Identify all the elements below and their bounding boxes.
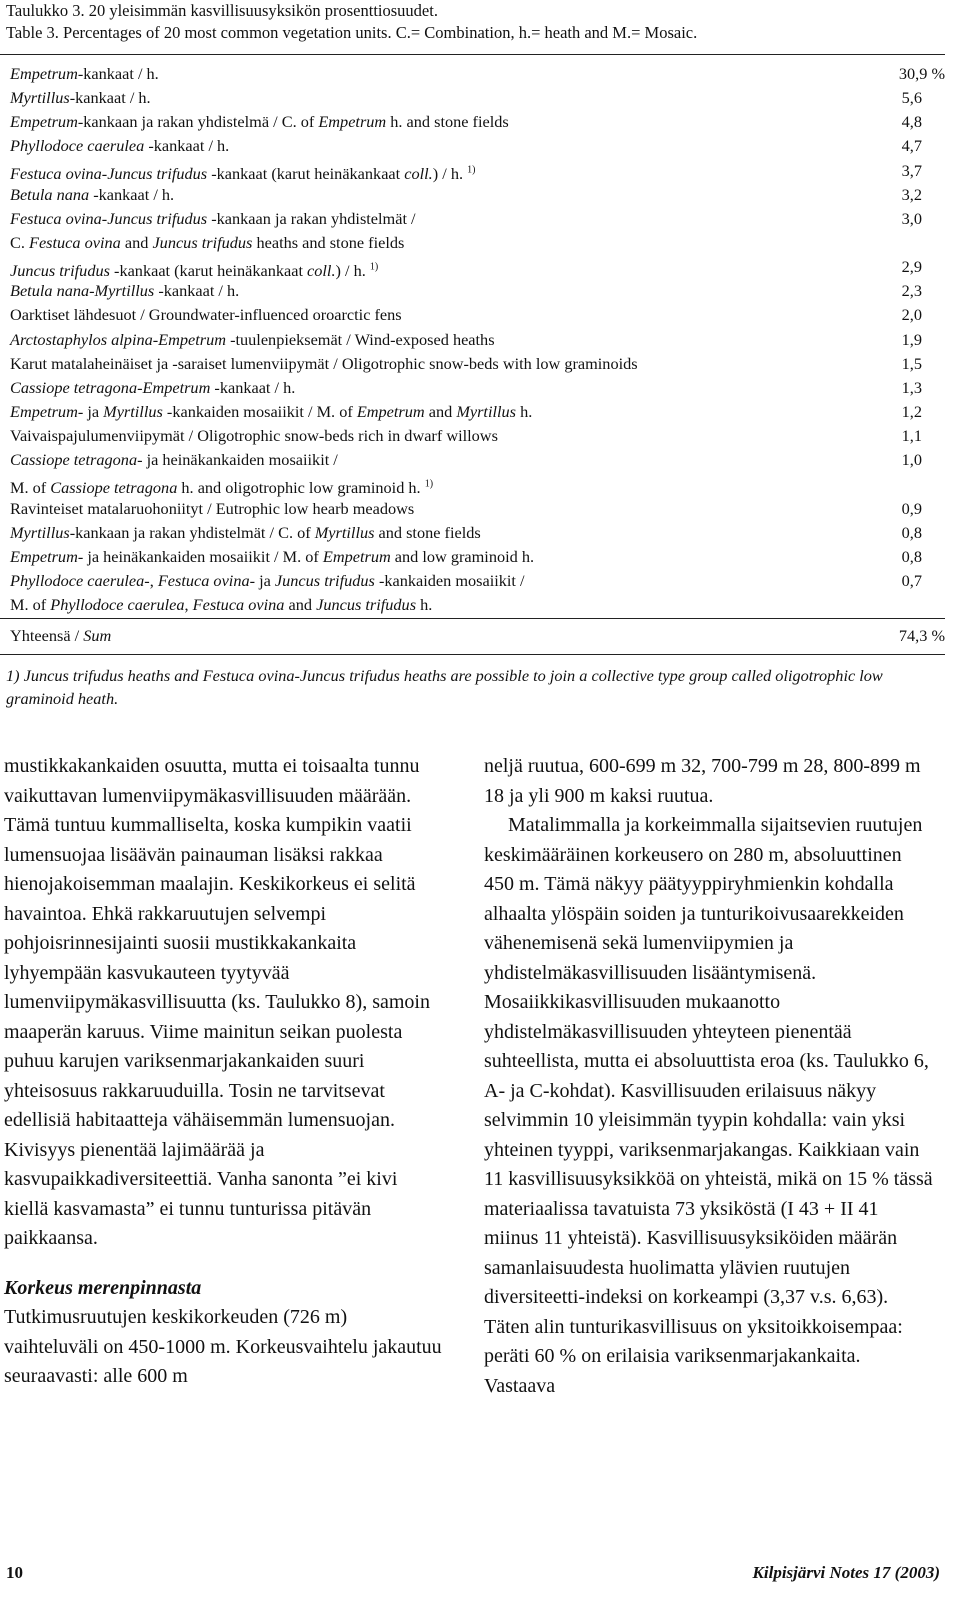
row-label-part: Empetrum bbox=[10, 64, 78, 83]
table-caption bbox=[6, 0, 697, 44]
row-label-part: Betula nana-Myrtillus bbox=[10, 281, 155, 301]
row-label-part: -kankaat / h. bbox=[69, 88, 151, 108]
row-label-part: Cassiope tetragona-Empetrum bbox=[10, 377, 211, 397]
row-label-part: Empetrum bbox=[322, 546, 391, 566]
row-label-part: Festuca ovina- bbox=[157, 570, 256, 590]
table-row bbox=[10, 521, 945, 545]
row-label-part: -kankaat / h. bbox=[144, 136, 230, 156]
row-label-part: -kankaiden mosaiikit / bbox=[374, 570, 525, 590]
row-label-part: , bbox=[184, 595, 193, 615]
table-row bbox=[10, 352, 945, 376]
row-label-part: and stone fields bbox=[374, 522, 481, 542]
page-number: 10 bbox=[6, 1563, 23, 1582]
row-label-part: Empetrum bbox=[356, 401, 425, 421]
row-label-part: Juncus trifudus bbox=[10, 260, 110, 280]
table-row bbox=[10, 62, 945, 86]
row-label-part: -kankaat / h. bbox=[89, 184, 175, 204]
body-column-left bbox=[4, 752, 444, 1392]
sum-label-en: Sum bbox=[83, 626, 112, 645]
row-label bbox=[10, 64, 159, 83]
row-label bbox=[10, 261, 378, 280]
sum-value: 74,3 % bbox=[898, 626, 945, 645]
row-label-part: - ja bbox=[77, 401, 104, 421]
row-value: 1,1 bbox=[901, 426, 922, 446]
row-label-part: ) / h. bbox=[432, 163, 468, 183]
body-paragraph: mustikkakankaiden osuutta, mutta ei toisaalta tunnu vaikuttavan lumenviipymäkasvillisuuden määrään. Tämä tuntuu kummalliselta, koska kumpikin vaatii lumensuojaa lisäävän painauman lisäksi rakkaa hienojakoisemman maalajin. Keskikorkeus ei selitä havaintoa. Ehkä rakkaruutujen selvempi pohjoisrinnesijainti suosii mustikkakankaita lyhyempään kasvukauteen tyytyvää lumenviipymäkasvillisuutta (ks. Taulukko 8), samoin maaperän karuus. Viime mainitun seikan puolesta puhuu karujen variksenmarjakankaiden suuri yhteisosuus rakkaruuduilla. Tosin ne tarvitsevat edellisiä habitaatteja vähäisemmän lumensuojan. Kivisyys pienentää lajimäärää ja kasvupaikkadiversiteettiä. Vanha sanonta ”ei kivi kiellä kasvamasta” ei tunnu tunturissa pitävän paikkaansa. bbox=[4, 755, 430, 1249]
row-label-part: Myrtillus bbox=[103, 401, 163, 421]
table-row bbox=[10, 110, 945, 134]
row-label-part: Cassiope tetragona bbox=[50, 477, 178, 497]
row-value: 0,7 bbox=[901, 570, 922, 590]
table-row bbox=[10, 159, 945, 183]
table-sum-row bbox=[10, 624, 945, 648]
row-label-part: Festuca ovina bbox=[192, 595, 285, 615]
sum-label-fi: Yhteensä / bbox=[10, 626, 84, 645]
row-value: 4,8 bbox=[901, 112, 922, 132]
row-label bbox=[10, 233, 404, 252]
row-label-part: Myrtillus bbox=[456, 401, 517, 421]
row-value: 2,0 bbox=[901, 305, 922, 325]
row-label bbox=[10, 426, 498, 445]
row-label-part: -kankaat (karut heinäkankaat bbox=[207, 163, 405, 183]
row-value: 1,5 bbox=[901, 353, 922, 373]
row-label-part: h. and stone fields bbox=[386, 112, 509, 132]
row-label-part: h. bbox=[516, 401, 533, 421]
row-label-part: Karut matalaheinäiset ja -saraiset lumenviipymät / Oligotrophic snow-beds with low graminoids bbox=[10, 353, 638, 373]
row-label bbox=[10, 164, 475, 183]
row-label-part: Juncus trifudus bbox=[152, 232, 253, 252]
body-column-right bbox=[484, 752, 934, 1401]
table-row bbox=[10, 472, 945, 496]
body-paragraph: Matalimmalla ja korkeimmalla sijaitsevien ruutujen keskimääräinen korkeusero on 280 m, absoluuttinen 450 m. Tämä näkyy päätyyppiryhmienkin kohdalla alhaalta ylöspäin soiden ja tunturikoivusaarekkeiden vähenemisenä sekä lumenviipymien ja yhdistelmäkasvillisuuden lisääntymisenä. Mosaiikkikasvillisuuden mukaanotto yhdistelmäkasvillisuuden yhteyteen pienentää suhteellista, mutta ei absoluuttista eroa (ks. Taulukko 6, A- ja C-kohdat). Kasvillisuuden erilaisuus näkyy selvimmin 10 yleisimmän tyypin kohdalla: vain yksi yhteinen tyyppi, variksenmarjakangas. Kaikkiaan vain 11 kasvillisuusyksikköä on yhteistä, mikä on 15 % tässä materiaalissa tavatuista 73 yksiköstä (I 43 + II 41 miinus 11 yhteistä). Kasvillisuusyksiköiden määrän samanlaisuudesta huolimatta ylävien ruutujen diversiteetti-indeksi on korkeampi (3,37 v.s. 6,63). Täten alin tunturikasvillisuus on yksitoikkoisempaa: peräti 60 % on erilaisia variksenmarjakankaita. Vastaava bbox=[484, 814, 933, 1397]
table-row bbox=[10, 328, 945, 352]
row-label-part: - ja heinäkankaiden mosaiikit / M. of bbox=[77, 546, 323, 566]
caption-finnish: Taulukko 3. 20 yleisimmän kasvillisuusyksikön prosenttiosuudet. bbox=[6, 1, 438, 20]
row-value: 3,2 bbox=[901, 184, 922, 204]
table-footnote: 1) Juncus trifudus heaths and Festuca ovina-Juncus trifudus heaths are possible to join a collective type group called oligotrophic low graminoid heath. bbox=[6, 666, 883, 708]
row-label bbox=[10, 499, 414, 518]
row-label-part: -kankaan ja rakan yhdistelmä / C. of bbox=[77, 112, 319, 132]
row-label-part: -kankaat (karut heinäkankaat bbox=[109, 260, 308, 280]
row-label-part: M. of bbox=[10, 595, 51, 615]
table-row bbox=[10, 497, 945, 521]
row-label bbox=[10, 209, 416, 228]
row-label-part: Oarktiset lähdesuot / Groundwater-influenced oroarctic fens bbox=[10, 305, 402, 325]
row-label bbox=[10, 595, 432, 614]
row-label bbox=[10, 136, 229, 155]
row-label-part: Myrtillus bbox=[314, 522, 375, 542]
table-bottom-rule bbox=[0, 654, 945, 655]
row-label-part: Phyllodoce caerulea- bbox=[10, 570, 150, 590]
row-label-part: -tuulenpieksemät / Wind-exposed heaths bbox=[226, 329, 495, 349]
body-paragraph: Tutkimusruutujen keskikorkeuden (726 m) vaihteluväli on 450-1000 m. Korkeusvaihtelu jakautuu seuraavasti: alle 600 m bbox=[4, 1306, 442, 1387]
table-row bbox=[10, 376, 945, 400]
row-label-part: Festuca ovina-Juncus trifudus bbox=[10, 208, 208, 228]
row-label bbox=[10, 450, 338, 469]
table-row bbox=[10, 448, 945, 472]
row-label bbox=[10, 185, 174, 204]
row-label-part: Ravinteiset matalaruohoniityt / Eutrophic low hearb meadows bbox=[10, 498, 415, 518]
table-row bbox=[10, 207, 945, 231]
row-label-part: ja bbox=[255, 570, 275, 590]
body-paragraph: neljä ruutua, 600-699 m 32, 700-799 m 28, 800-899 m 18 ja yli 900 m kaksi ruutua. bbox=[484, 755, 921, 807]
row-label-part: -kankaat / h. bbox=[77, 64, 159, 83]
table-row bbox=[10, 545, 945, 569]
row-value: 0,9 bbox=[901, 498, 922, 518]
row-value: 30,9 % bbox=[898, 64, 945, 83]
row-label-part: h. and oligotrophic low graminoid h. bbox=[177, 477, 425, 497]
table-row bbox=[10, 134, 945, 158]
row-label-part: -kankaat / h. bbox=[210, 377, 296, 397]
row-label bbox=[10, 112, 509, 131]
footnote-marker: 1) bbox=[369, 261, 379, 273]
row-label-part: -kankaat / h. bbox=[154, 281, 240, 301]
row-value: 3,7 bbox=[901, 160, 922, 180]
table-row bbox=[10, 400, 945, 424]
row-value: 4,7 bbox=[901, 136, 922, 156]
row-label-part: and bbox=[424, 401, 457, 421]
row-label-part: M. of bbox=[10, 477, 51, 497]
row-label-part: coll. bbox=[307, 260, 336, 280]
row-label-part: Myrtillus bbox=[10, 522, 70, 542]
row-value: 0,8 bbox=[901, 522, 922, 542]
row-label-part: heaths and stone fields bbox=[252, 232, 405, 252]
row-label-part: Arctostaphylos alpina-Empetrum bbox=[10, 329, 227, 349]
caption-english: Table 3. Percentages of 20 most common vegetation units. C.= Combination, h.= heath and M.= Mosaic. bbox=[6, 23, 698, 42]
row-label bbox=[10, 478, 433, 497]
table-row bbox=[10, 86, 945, 110]
row-value: 2,3 bbox=[901, 281, 922, 301]
table-row bbox=[10, 255, 945, 279]
row-label-part: , bbox=[149, 570, 158, 590]
table-row bbox=[10, 279, 945, 303]
row-label-part: h. bbox=[416, 595, 433, 615]
row-label-part: -kankaiden mosaiikit / M. of bbox=[162, 401, 357, 421]
row-label bbox=[10, 305, 402, 324]
footnote-marker: 1) bbox=[424, 478, 434, 490]
row-label-part: Empetrum bbox=[10, 546, 78, 566]
row-label-part: ) / h. bbox=[335, 260, 370, 280]
row-label-part: coll. bbox=[404, 163, 433, 183]
row-label-part: Phyllodoce caerulea bbox=[10, 136, 145, 156]
table-row bbox=[10, 424, 945, 448]
row-label-part: Betula nana bbox=[10, 184, 90, 204]
row-value: 3,0 bbox=[901, 208, 922, 228]
row-label-part: Empetrum bbox=[318, 112, 387, 132]
footnote-marker: 1) bbox=[467, 164, 476, 176]
row-label-part: Festuca ovina bbox=[29, 232, 121, 252]
row-value: 5,6 bbox=[901, 88, 922, 108]
row-value: 0,8 bbox=[901, 546, 922, 566]
row-label bbox=[10, 378, 295, 397]
row-value: 1,9 bbox=[901, 329, 922, 349]
row-value: 1,0 bbox=[901, 450, 922, 470]
row-label bbox=[10, 547, 534, 566]
row-label bbox=[10, 88, 151, 107]
row-label-part: Empetrum bbox=[10, 401, 78, 421]
row-label-part: and low graminoid h. bbox=[390, 546, 535, 566]
row-label-part: -kankaan ja rakan yhdistelmät / C. of bbox=[69, 522, 315, 542]
row-label-part: and bbox=[120, 232, 153, 252]
row-label-part: Cassiope tetragona bbox=[10, 450, 138, 470]
row-label bbox=[10, 354, 638, 373]
row-label-part: Juncus trifudus bbox=[274, 570, 375, 590]
row-label bbox=[10, 523, 481, 542]
row-label-part: Juncus trifudus bbox=[316, 595, 417, 615]
row-label-part: Phyllodoce caerulea bbox=[50, 595, 185, 615]
row-value: 2,9 bbox=[901, 257, 922, 277]
row-label bbox=[10, 571, 525, 590]
section-heading: Korkeus merenpinnasta bbox=[4, 1276, 202, 1299]
row-label-part: - ja heinäkankaiden mosaiikit / bbox=[137, 450, 338, 470]
table-row bbox=[10, 231, 945, 255]
journal-name: Kilpisjärvi Notes 17 (2003) bbox=[752, 1563, 940, 1582]
table-row bbox=[10, 303, 945, 327]
table-row bbox=[10, 593, 945, 617]
table-sum-rule bbox=[0, 618, 945, 619]
row-label-part: -kankaan ja rakan yhdistelmät / bbox=[207, 208, 416, 228]
row-label-part: Vaivaispajulumenviipymät / Oligotrophic snow-beds rich in dwarf willows bbox=[10, 426, 498, 446]
row-value: 1,2 bbox=[901, 401, 922, 421]
row-value: 1,3 bbox=[901, 377, 922, 397]
row-label-part: Festuca ovina-Juncus trifudus bbox=[10, 163, 208, 183]
row-label-part: and bbox=[284, 595, 317, 615]
row-label bbox=[10, 330, 495, 349]
row-label-part: Empetrum bbox=[10, 112, 78, 132]
table-row bbox=[10, 569, 945, 593]
vegetation-table bbox=[10, 62, 945, 617]
row-label bbox=[10, 281, 239, 300]
row-label-part: C. bbox=[10, 232, 30, 252]
row-label-part: Myrtillus bbox=[10, 88, 70, 108]
row-label bbox=[10, 402, 532, 421]
table-top-rule bbox=[0, 54, 945, 55]
table-row bbox=[10, 183, 945, 207]
